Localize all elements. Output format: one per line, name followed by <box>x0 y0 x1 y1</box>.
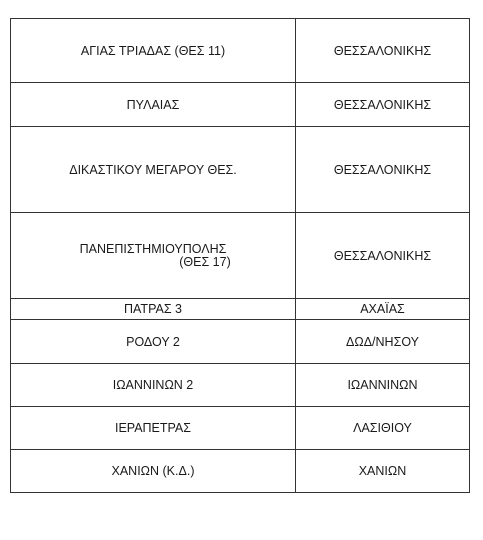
prefecture-cell: ΛΑΣΙΘΙΟΥ <box>296 407 470 450</box>
prefecture-cell: ΧΑΝΙΩΝ <box>296 450 470 493</box>
table-row <box>11 450 470 493</box>
location-cell: ΠΥΛΑΙΑΣ <box>11 83 296 127</box>
location-cell: ΠΑΤΡΑΣ 3 <box>11 299 296 320</box>
prefecture-cell: ΘΕΣΣΑΛΟΝΙΚΗΣ <box>296 127 470 213</box>
location-cell: ΙΕΡΑΠΕΤΡΑΣ <box>11 407 296 450</box>
locations-table <box>10 18 470 493</box>
table-row <box>11 407 470 450</box>
location-line-2: (ΘΕΣ 17) <box>179 254 231 269</box>
table-row <box>11 299 470 320</box>
location-cell: ΡΟΔΟΥ 2 <box>11 320 296 364</box>
location-cell: ΙΩΑΝΝΙΝΩΝ 2 <box>11 364 296 407</box>
location-cell: ΧΑΝΙΩΝ (Κ.Δ.) <box>11 450 296 493</box>
table-row <box>11 213 470 299</box>
prefecture-cell: ΔΩΔ/ΝΗΣΟΥ <box>296 320 470 364</box>
table-row <box>11 127 470 213</box>
prefecture-cell: ΘΕΣΣΑΛΟΝΙΚΗΣ <box>296 19 470 83</box>
location-cell: ΑΓΙΑΣ ΤΡΙΑΔΑΣ (ΘΕΣ 11) <box>11 19 296 83</box>
table-row <box>11 364 470 407</box>
prefecture-cell: ΙΩΑΝΝΙΝΩΝ <box>296 364 470 407</box>
prefecture-cell: ΘΕΣΣΑΛΟΝΙΚΗΣ <box>296 83 470 127</box>
table-row <box>11 83 470 127</box>
location-line-1: ΠΑΝΕΠΙΣΤΗΜΙΟΥΠΟΛΗΣ <box>79 241 227 256</box>
location-cell: ΔΙΚΑΣΤΙΚΟΥ ΜΕΓΑΡΟΥ ΘΕΣ. <box>11 127 296 213</box>
prefecture-cell: ΘΕΣΣΑΛΟΝΙΚΗΣ <box>296 213 470 299</box>
location-cell <box>11 213 296 299</box>
prefecture-cell: ΑΧΑΪΑΣ <box>296 299 470 320</box>
table-row <box>11 320 470 364</box>
table-row <box>11 19 470 83</box>
